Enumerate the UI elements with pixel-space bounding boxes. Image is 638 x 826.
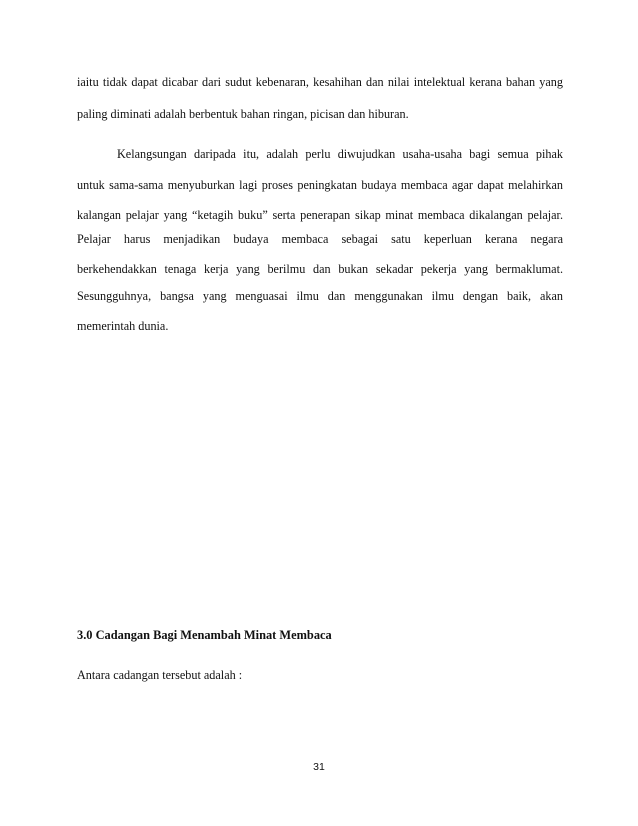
paragraph-2-line-6: Sesungguhnya, bangsa yang menguasai ilmu dan menggunakan ilmu dengan baik, akan xyxy=(77,289,563,303)
paragraph-2-line-4: Pelajar harus menjadikan budaya membaca sebagai satu keperluan kerana negara xyxy=(77,232,563,246)
paragraph-2-line-1: Kelangsungan daripada itu, adalah perlu diwujudkan usaha-usaha bagi semua pihak xyxy=(117,147,563,161)
paragraph-2-line-5: berkehendakkan tenaga kerja yang berilmu dan bukan sekadar pekerja yang bermaklumat. xyxy=(77,262,563,276)
paragraph-1-line-1: iaitu tidak dapat dicabar dari sudut kebenaran, kesahihan dan nilai intelektual kerana bahan yang xyxy=(77,75,563,89)
page-number: 31 xyxy=(313,761,325,773)
paragraph-2-line-3: kalangan pelajar yang “ketagih buku” serta penerapan sikap minat membaca dikalangan pelajar. xyxy=(77,208,563,222)
paragraph-1-line-2: paling diminati adalah berbentuk bahan ringan, picisan dan hiburan. xyxy=(77,107,409,121)
paragraph-2-line-2: untuk sama-sama menyuburkan lagi proses peningkatan budaya membaca agar dapat melahirkan xyxy=(77,178,563,192)
paragraph-2-line-7: memerintah dunia. xyxy=(77,319,169,333)
section-heading: 3.0 Cadangan Bagi Menambah Minat Membaca xyxy=(77,628,332,642)
section-intro-text: Antara cadangan tersebut adalah : xyxy=(77,668,243,682)
